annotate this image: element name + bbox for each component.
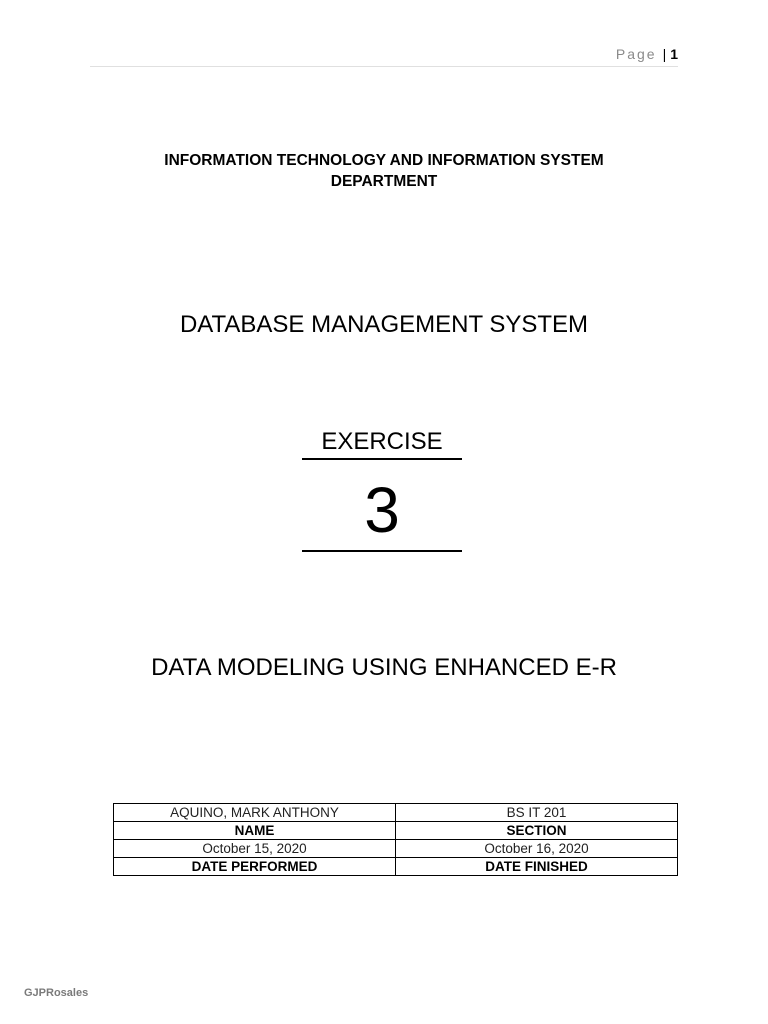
name-value: AQUINO, MARK ANTHONY: [114, 804, 396, 822]
page-number: 1: [670, 46, 678, 62]
footer-author: GJPRosales: [24, 987, 89, 999]
date-finished-label: DATE FINISHED: [396, 858, 678, 876]
department-line-2: DEPARTMENT: [330, 173, 438, 190]
table-row: [114, 822, 678, 840]
department-heading: [0, 150, 768, 192]
date-finished-value: October 16, 2020: [396, 840, 678, 858]
date-performed-value: October 15, 2020: [114, 840, 396, 858]
table-row: [114, 840, 678, 858]
section-label: SECTION: [396, 822, 678, 840]
exercise-title: DATA MODELING USING ENHANCED E-R: [151, 654, 617, 681]
page-separator: |: [662, 46, 667, 62]
page-header: [90, 44, 678, 67]
table-row: [114, 804, 678, 822]
student-info-table: [113, 803, 678, 876]
page-number-indicator: [616, 46, 678, 62]
subject-title: DATABASE MANAGEMENT SYSTEM: [179, 311, 589, 338]
date-performed-label: DATE PERFORMED: [114, 858, 396, 876]
exercise-number: 3: [302, 470, 462, 552]
exercise-label: EXERCISE: [302, 428, 462, 460]
name-label: NAME: [114, 822, 396, 840]
section-value: BS IT 201: [396, 804, 678, 822]
table-row: [114, 858, 678, 876]
page-label: Page: [615, 46, 657, 62]
department-line-1: INFORMATION TECHNOLOGY AND INFORMATION SYSTEM: [164, 152, 604, 169]
